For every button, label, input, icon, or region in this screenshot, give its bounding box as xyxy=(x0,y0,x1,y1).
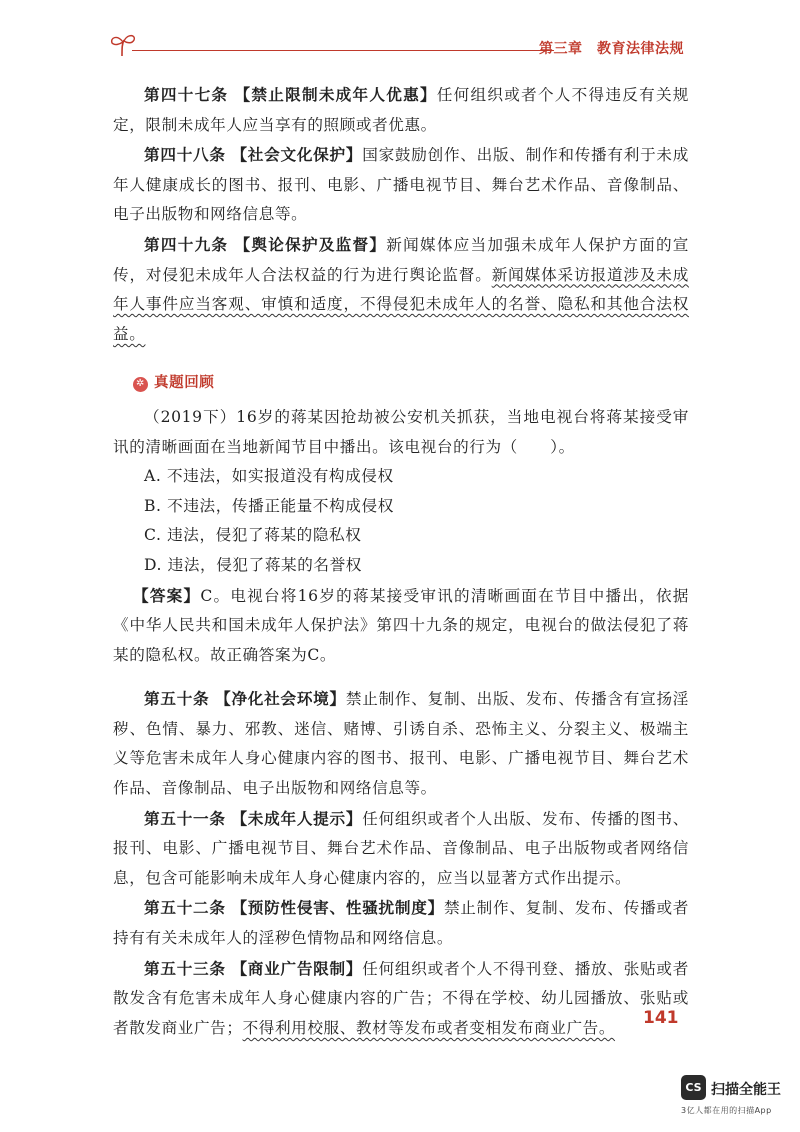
header-rule xyxy=(132,50,554,51)
badge-icon xyxy=(133,377,148,392)
review-heading-label: 真题回顾 xyxy=(154,375,215,392)
option-d: D. 违法，侵犯了蒋某的名誉权 xyxy=(144,555,362,574)
article-number: 第五十条 xyxy=(144,689,210,709)
article-53 xyxy=(113,954,689,1044)
article-50 xyxy=(113,684,689,803)
article-text: 任何组织或者个人不得违反有关规定，限制未成年人应当享有的照顾或者优惠。 xyxy=(113,86,689,134)
page-number: 141 xyxy=(643,1008,679,1028)
article-text: 国家鼓励创作、出版、制作和传播有利于未成年人健康成长的图书、报刊、电影、广播电视节目、舞台艺术作品、音像制品、电子出版物和网络信息等。 xyxy=(113,146,689,224)
article-number: 第五十二条 xyxy=(144,898,226,918)
article-title: 【禁止限制未成年人优惠】 xyxy=(234,85,437,104)
article-52 xyxy=(113,893,689,953)
article-title: 【预防性侵害、性骚扰制度】 xyxy=(231,898,444,918)
review-question: （2019下）16岁的蒋某因抢劫被公安机关抓获，当地电视台将蒋某接受审讯的清晰画面在当地新闻节目中播出。该电视台的行为（ ）。 xyxy=(113,407,689,456)
article-title: 【未成年人提示】 xyxy=(231,808,363,828)
option-b: B. 不违法，传播正能量不构成侵权 xyxy=(144,496,394,515)
review-heading xyxy=(133,369,689,399)
option-a: A. 不违法，如实报道没有构成侵权 xyxy=(144,467,394,486)
article-text: 禁止制作、复制、出版、发布、传播含有宣扬淫秽、色情、暴力、邪教、迷信、赌博、引诱自杀、恐怖主义、分裂主义、极端主义等危害未成年人身心健康内容的图书、报刊、电影、广播电视节目、舞台艺术作品、音像制品、电子出版物和网络信息等。 xyxy=(113,690,689,798)
watermark-tagline: 3亿人都在用的扫描App xyxy=(681,1106,772,1115)
chapter-title: 第三章 教育法律法规 xyxy=(539,41,684,57)
scanner-watermark xyxy=(681,1075,791,1121)
answer-label: 【答案】 xyxy=(133,585,201,605)
option-c: C. 违法，侵犯了蒋某的隐私权 xyxy=(144,526,362,545)
article-title: 【社会文化保护】 xyxy=(231,145,363,165)
article-title: 【净化社会环境】 xyxy=(215,689,346,709)
article-number: 第五十一条 xyxy=(144,808,226,828)
article-number: 第五十三条 xyxy=(144,958,226,978)
answer-text: C。电视台将16岁的蒋某接受审讯的清晰画面在节目中播出，依据《中华人民共和国未成年人保护法》第四十九条的规定，电视台的做法侵犯了蒋某的隐私权。故正确答案为C。 xyxy=(113,586,689,664)
review-answer xyxy=(113,581,689,671)
article-47 xyxy=(113,80,689,140)
article-text: 任何组织或者个人不得刊登、播放、张贴或者散发含有危害未成年人身心健康内容的广告；不得在学校、幼儿园播放、张贴或者散发商业广告； xyxy=(113,959,689,1037)
article-number: 第四十九条 xyxy=(144,234,229,254)
article-emphasis: 不得利用校服、教材等发布或者变相发布商业广告。 xyxy=(242,1018,616,1037)
article-48 xyxy=(113,140,689,230)
article-title: 【舆论保护及监督】 xyxy=(234,234,387,254)
article-title: 【商业广告限制】 xyxy=(231,958,363,978)
article-text: 任何组织或者个人出版、发布、传播的图书、报刊、电影、广播电视节目、舞台艺术作品、音像制品、电子出版物或者网络信息，包含可能影响未成年人身心健康内容的，应当以显著方式作出提示。 xyxy=(113,809,689,887)
article-text: 禁止制作、复制、发布、传播或者持有有关未成年人的淫秽色情物品和网络信息。 xyxy=(113,899,689,948)
article-emphasis: 新闻媒体采访报道涉及未成年人事件应当客观、审慎和适度，不得侵犯未成年人的名誉、隐私和其他合法权益。 xyxy=(113,265,689,343)
article-49 xyxy=(113,230,689,349)
scanner-logo-icon: CS xyxy=(681,1075,706,1100)
article-number: 第四十八条 xyxy=(144,145,226,165)
sprout-icon xyxy=(108,30,138,60)
page-content xyxy=(113,80,689,1043)
article-51 xyxy=(113,804,689,894)
page-header xyxy=(108,30,690,60)
watermark-name: 扫描全能王 xyxy=(711,1082,781,1098)
article-number: 第四十七条 xyxy=(144,85,229,104)
article-text: 新闻媒体应当加强未成年人保护方面的宣传，对侵犯未成年人合法权益的行为进行舆论监督。 xyxy=(113,235,690,284)
